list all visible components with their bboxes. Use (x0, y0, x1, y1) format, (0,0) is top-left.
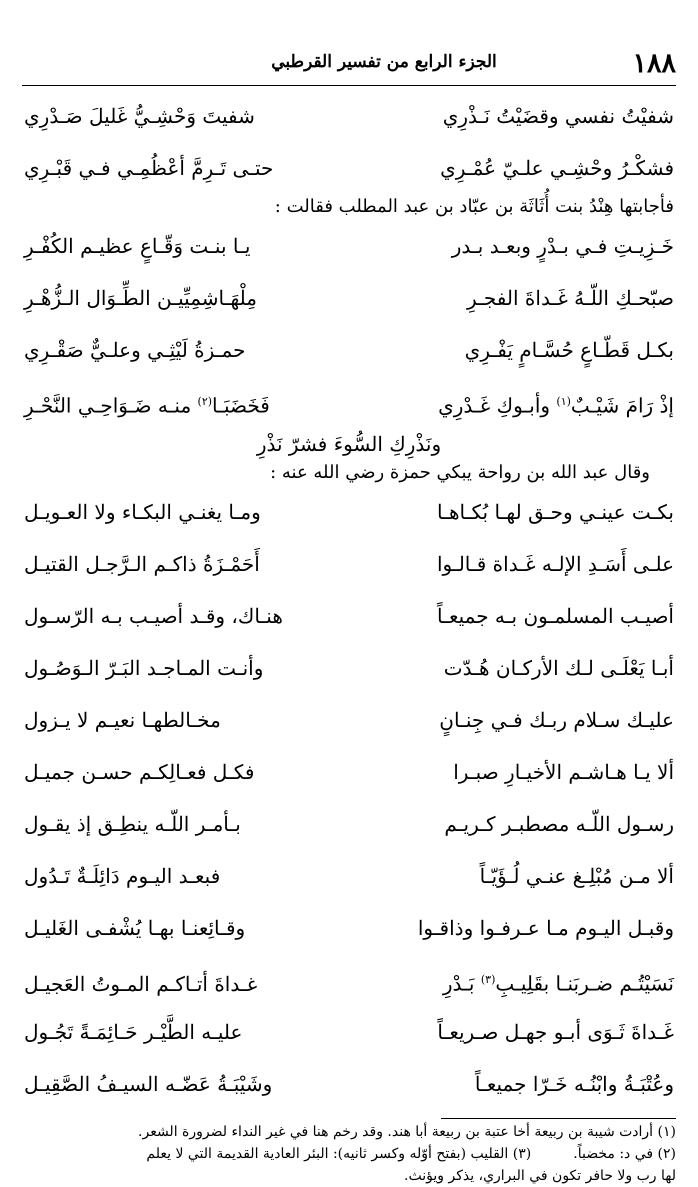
second-hemistich: فبعـد اليـوم دَائِلَـةٌ تَـدُول (24, 864, 221, 888)
page-header (22, 48, 676, 88)
verse-line (22, 90, 676, 142)
first-hemistich: علـى أَسَـدِ الإلـه غَـداة قـالـوا (436, 552, 674, 576)
second-hemistich: حمـزةُ لَيْثِـي وعلـيٌّ صَقْـرِي (24, 338, 246, 362)
verse-line (22, 272, 676, 324)
first-hemistich: بكـت عينـي وحـق لهـا بُكـاهـا (437, 500, 674, 524)
second-hemistich: وشَيْبَـةُ عَضّـه السيـفُ الصَّقِيـل (24, 1072, 273, 1096)
verse-text: فَخَضَبَـا (212, 393, 270, 418)
verse-line (22, 486, 676, 538)
first-hemistich: فشكْـرُ وحْشِـي علـيّ عُمْـرِي (440, 156, 674, 180)
verse-line (22, 142, 676, 194)
second-hemistich (22, 376, 344, 432)
poem-elegy-hamza (22, 486, 676, 1110)
footnote-marker: (٢) (197, 395, 213, 408)
footnote-marker: (٣) (480, 973, 496, 986)
footnote-3-continued: لها رب ولا حافر تكون في البراري، يذكر ويؤنث. (404, 1168, 676, 1184)
first-hemistich: خَـزِيـتِ فـي بـدْرٍ وبعـد بـدر (451, 234, 674, 258)
verse-text: منـه ضَـوَاحِـي النَّحْـرِ (24, 393, 192, 418)
first-hemistich: رسـول اللّـه مصطبـر كـريـم (444, 812, 674, 836)
second-hemistich: عليـه الطَّيْـر حَـائِمَـةً تَجُـول (24, 1020, 243, 1044)
verse-line (22, 220, 676, 272)
first-hemistich: ألا مـن مُبْلِـغ عنـي لُـؤَيّـاً (479, 864, 674, 888)
second-hemistich: يـا بنـت وَقّـاعٍ عظيـم الكُفْـرِ (24, 234, 251, 258)
header-rule (22, 85, 676, 86)
footnote-marker: (١) (556, 395, 571, 408)
verse-line (22, 694, 676, 746)
verse-line (22, 590, 676, 642)
second-hemistich: حتـى تَـرِمَّ أعْظُمِـي فـي قَبْـرِي (24, 156, 274, 180)
footnote-rule (441, 1118, 676, 1119)
verse-line (22, 1058, 676, 1110)
intro-ibn-rawaha: وقال عبد الله بن رواحة يبكي حمزة رضي الله عنه : (270, 462, 650, 483)
poem-hind-reply (22, 220, 676, 460)
first-hemistich: غَـداةَ ثَـوَى أبـو جهـل صـريعـاً (437, 1020, 674, 1044)
second-hemistich: بـأمـر اللّـه ينطِـق إذ يقـول (24, 812, 241, 836)
running-title: الجزء الرابع من تفسير القرطبي (271, 52, 497, 72)
verse-line (22, 642, 676, 694)
footnote-2: (٢) في د: مخضباً. (573, 1146, 676, 1162)
verse-text: وأبـوكِ غَـدْرِي (438, 393, 551, 418)
second-hemistich: فكـل فعـالِكـم حسـن جميـل (24, 760, 255, 784)
first-hemistich (354, 376, 676, 432)
first-hemistich: وقبـل اليـوم مـا عـرفـوا وذاقـوا (417, 916, 674, 940)
second-hemistich: هنـاك، وقـد أصيـب بـه الرّسـول (24, 604, 283, 628)
second-hemistich: مخـالطهـا نعيـم لا يـزول (24, 708, 221, 732)
verse-line (22, 954, 676, 1006)
first-hemistich: ألا يـا هـاشـم الأخيـارِ صبـرا (453, 760, 674, 784)
second-hemistich: وأنـت المـاجـد البَـرّ الـوَصُـول (24, 656, 264, 680)
footnote-2-3 (22, 1143, 676, 1165)
verse-line (22, 376, 676, 428)
closing-verse: ونَذْرِكِ السُّوءَ فشرّ نَذْرِ (256, 432, 442, 456)
book-page (22, 48, 676, 1184)
verse-line (22, 538, 676, 590)
second-hemistich: غـداةَ أتـاكـم المـوتُ العَجيـل (24, 971, 258, 996)
page-number: ١٨٨ (632, 48, 676, 79)
footnote-1: (١) أرادت شيبة بن ربيعة أخا عتبة بن ربيعة أبا هند. وقد رخم هنا في غير النداء لضرورة الشعر. (138, 1124, 676, 1140)
second-hemistich: وقـائِعنـا بهـا يُشْفـى الغَليـل (24, 916, 246, 940)
first-hemistich (354, 954, 676, 1010)
first-hemistich: أصيـب المسلمـون بـه جميعـاً (437, 604, 674, 628)
first-hemistich: شفيْتُ نفسي وقضَيْتُ نَـذْرِي (442, 104, 674, 128)
verse-text: بَـدْرِ (442, 971, 475, 996)
first-hemistich: عليـك سـلام ربـك فـي جِنـانٍ (439, 708, 674, 732)
footnote-3: (٣) القليب (بفتح أوّله وكسر ثانيه): البئر العادية القديمة التي لا يعلم (146, 1146, 532, 1162)
second-hemistich: ومـا يغنـي البكـاء ولا العـويـل (24, 500, 261, 524)
verse-line (22, 850, 676, 902)
first-hemistich: صبّحـكِ اللّـهُ غَـداةَ الفجـرِ (467, 286, 674, 310)
second-hemistich: شفيتَ وَحْشِـيُّ غَليلَ صَـدْرِي (24, 104, 255, 128)
verse-line (22, 324, 676, 376)
first-hemistich: أبـا يَعْلَـى لـك الأركـان هُـدّت (443, 656, 674, 680)
first-hemistich: وعُتْبَـةُ وابْنُـه خَـرّا جميعـاً (474, 1072, 674, 1096)
verse-text: نَسَيْتُـم ضـربَنـا بقَلِيـبِ (495, 971, 674, 996)
verse-line (22, 902, 676, 954)
poem-hamza-killer (22, 90, 676, 194)
verse-line (22, 798, 676, 850)
verse-line (22, 1006, 676, 1058)
footnotes (22, 1121, 676, 1187)
second-hemistich: أَحَمْـزَةُ ذاكـم الـرَّجـل القتيـل (24, 552, 260, 576)
verse-text: إذْ رَامَ شَيْـبٌ (570, 393, 674, 418)
verse-line (22, 746, 676, 798)
second-hemistich: مِلْهَـاشِمِيِّيـن الطِّـوَال الـزُّهْـرِ (24, 286, 258, 310)
intro-hind-reply: فأجابتها هِنْدُ بنت أُثَاثَة بن عبّاد بن عبد المطلب فقالت : (274, 196, 674, 217)
first-hemistich: بكـل قَطّـاعٍ حُسَّـامٍ يَفْـرِي (464, 338, 674, 362)
